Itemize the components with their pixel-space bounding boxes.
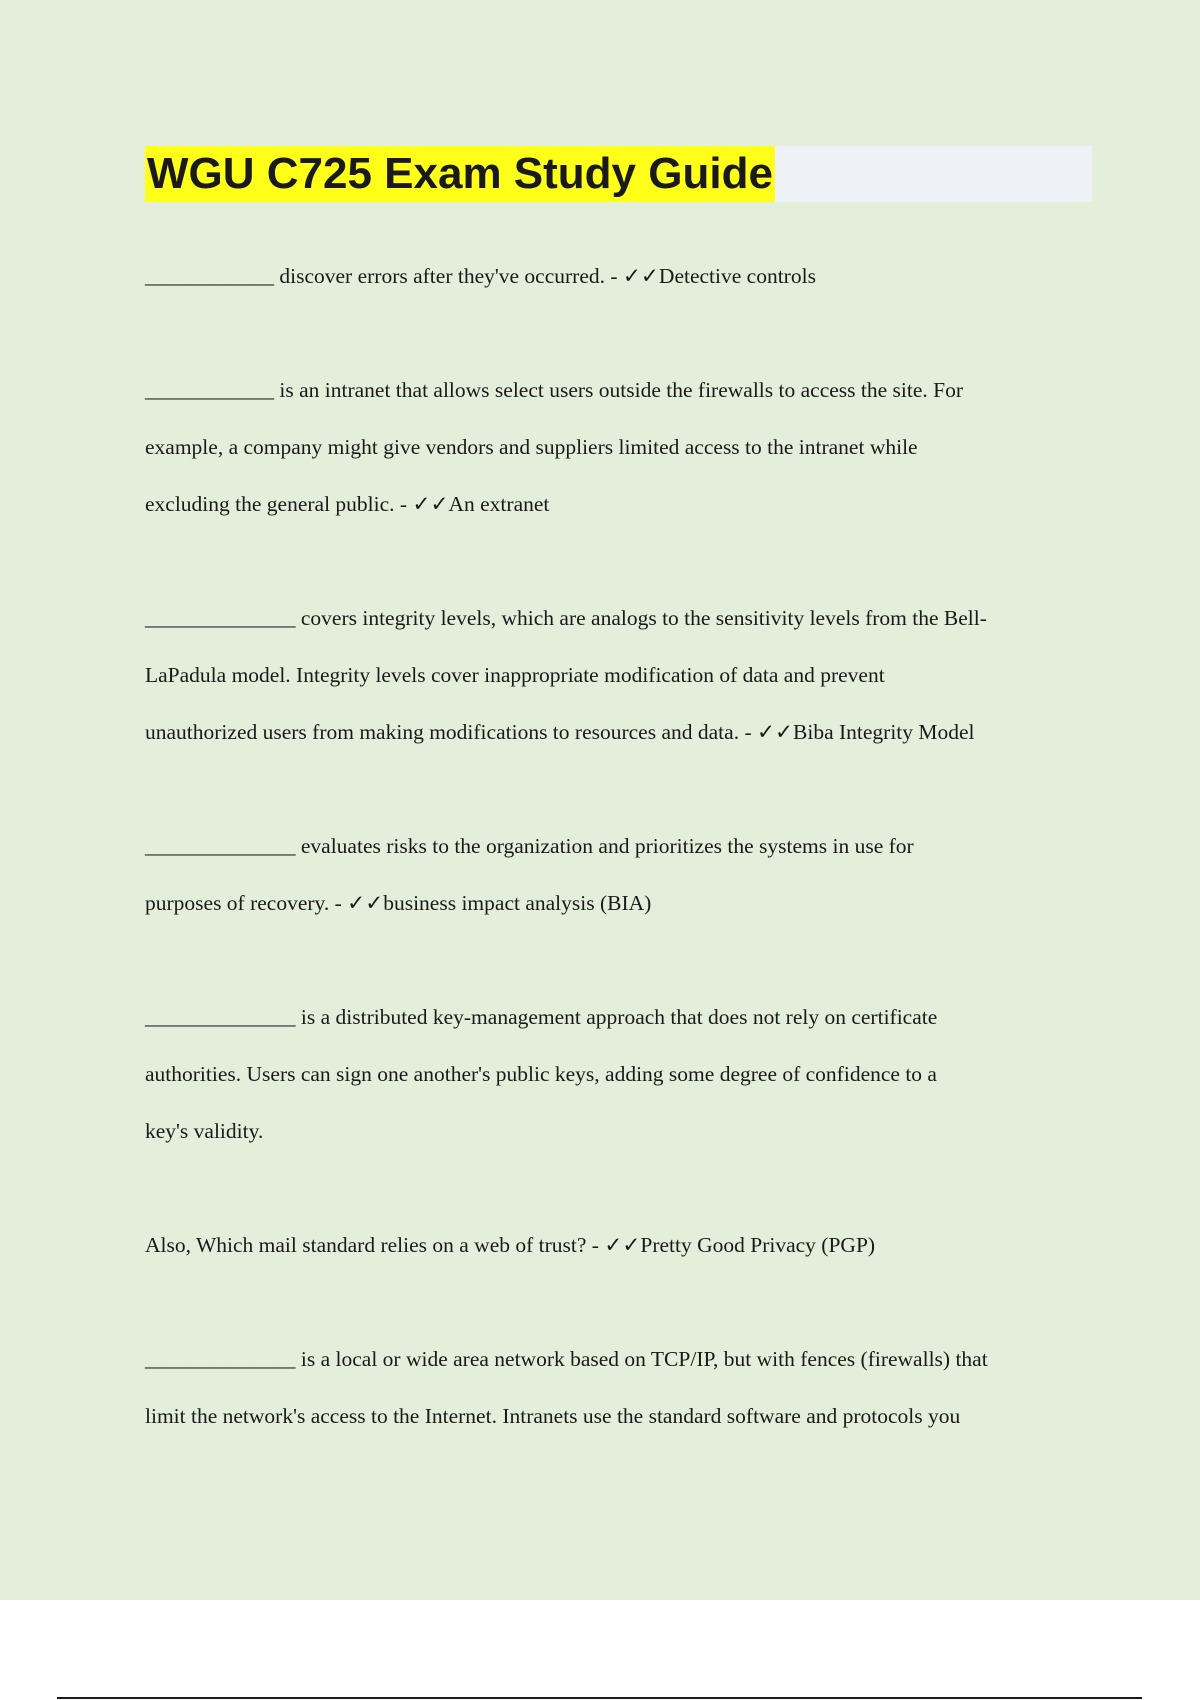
text-line: ____________ is an intranet that allows select users outside the firewalls to access the site. For — [145, 378, 964, 402]
text-line: LaPadula model. Integrity levels cover inappropriate modification of data and prevent — [145, 663, 885, 687]
text-line: unauthorized users from making modifications to resources and data. - ✓✓Biba Integrity Model — [145, 720, 975, 744]
paragraph-gap — [145, 1274, 1095, 1331]
text-line: ____________ discover errors after they've occurred. - ✓✓Detective controls — [145, 264, 816, 288]
text-line: example, a company might give vendors and suppliers limited access to the intranet while — [145, 435, 918, 459]
text-line: ______________ is a distributed key-management approach that does not rely on certificate — [145, 1005, 938, 1029]
paragraph-gap — [145, 1160, 1095, 1217]
text-line: key's validity. — [145, 1119, 264, 1143]
text-line: ______________ covers integrity levels, which are analogs to the sensitivity levels from the Bell- — [145, 606, 987, 630]
text-line: Also, Which mail standard relies on a web of trust? - ✓✓Pretty Good Privacy (PGP) — [145, 1233, 876, 1257]
document-title: WGU C725 Exam Study Guide — [145, 146, 775, 202]
paragraph-gap — [145, 305, 1095, 362]
paragraph-gap — [145, 533, 1095, 590]
paragraph-gap — [145, 932, 1095, 989]
text-line: ______________ evaluates risks to the organization and prioritizes the systems in use for — [145, 834, 914, 858]
document-body — [145, 248, 1095, 1445]
text-line: limit the network's access to the Internet. Intranets use the standard software and protocols you — [145, 1404, 961, 1428]
paragraph-gap — [145, 761, 1095, 818]
text-line: ______________ is a local or wide area network based on TCP/IP, but with fences (firewalls) that — [145, 1347, 988, 1371]
text-line: purposes of recovery. - ✓✓business impact analysis (BIA) — [145, 891, 652, 915]
footer-rule — [57, 1697, 1142, 1699]
text-line: authorities. Users can sign one another's public keys, adding some degree of confidence to a — [145, 1062, 937, 1086]
text-line: excluding the general public. - ✓✓An extranet — [145, 492, 550, 516]
